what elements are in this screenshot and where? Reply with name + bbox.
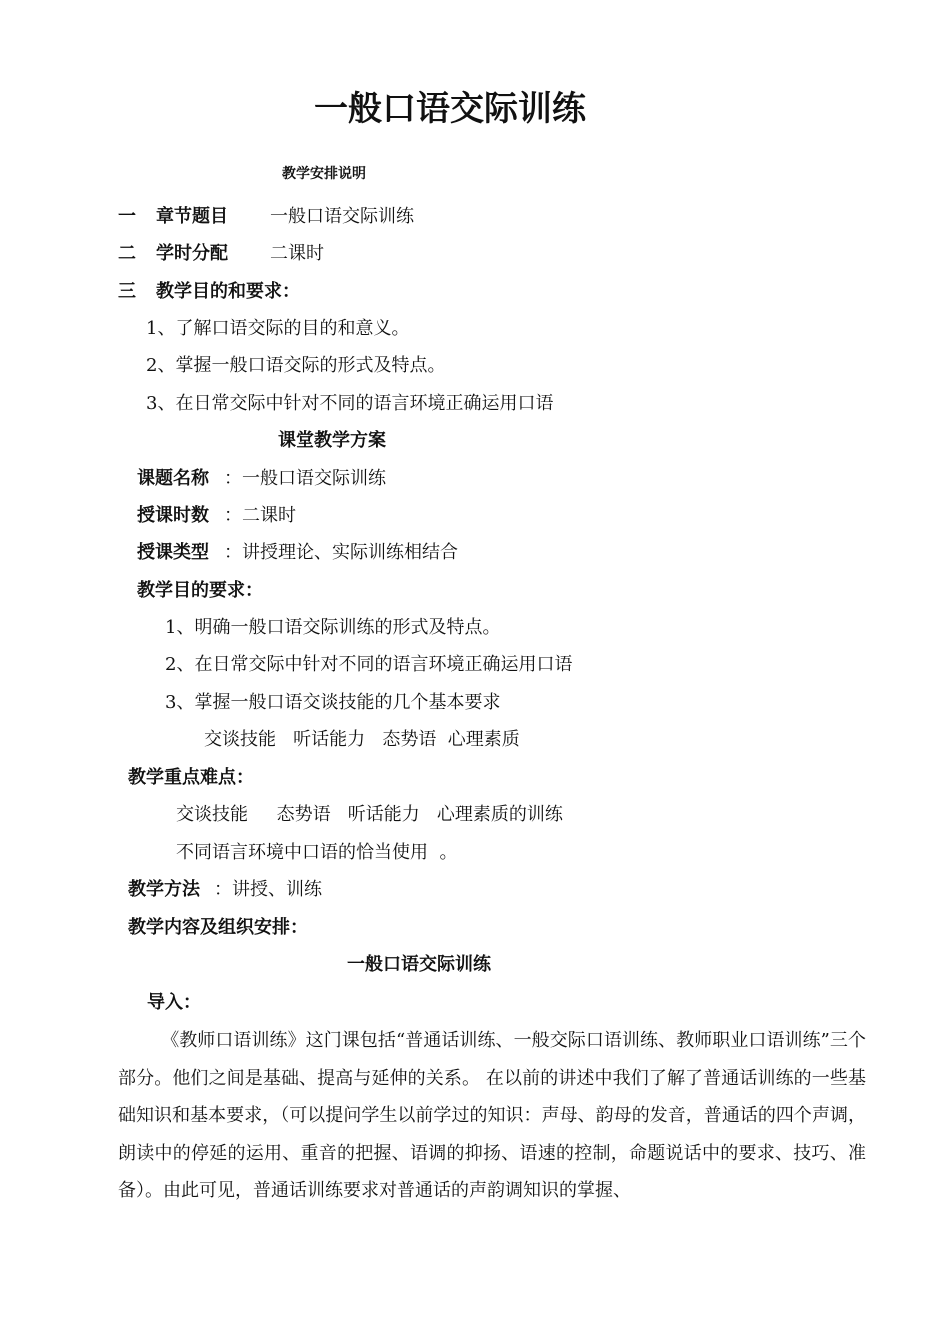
hours-value: ：二课时 bbox=[224, 505, 296, 526]
type-label: 授课类型 bbox=[137, 542, 209, 563]
section-3-number: 三 bbox=[118, 281, 136, 302]
key-points-line: 交谈技能 态势语 听话能力 心理素质的训练 bbox=[176, 804, 563, 825]
key-points-line: 不同语言环境中口语的恰当使用 。 bbox=[176, 842, 458, 863]
goal-item: 1、了解口语交际的目的和意义。 bbox=[146, 318, 410, 339]
plan-title: 课堂教学方案 bbox=[278, 430, 386, 451]
type-value: ：讲授理论、实际训练相结合 bbox=[224, 542, 458, 563]
section-1-label: 章节题目 bbox=[156, 206, 228, 227]
topic-value: ：一般口语交际训练 bbox=[224, 468, 386, 489]
goal-item: 2、掌握一般口语交际的形式及特点。 bbox=[146, 355, 446, 376]
requirement-item: 2、在日常交际中针对不同的语言环境正确运用口语 bbox=[165, 654, 573, 675]
section-2-number: 二 bbox=[118, 243, 136, 264]
section-1-number: 一 bbox=[118, 206, 136, 227]
section-2-label: 学时分配 bbox=[156, 243, 228, 264]
section-1-value: 一般口语交际训练 bbox=[270, 206, 414, 227]
intro-paragraph: 《教师口语训练》这门课包括“普通话训练、一般交际口语训练、教师职业口语训练”三个部分。他们之间是基础、提高与延伸的关系。 在以前的讲述中我们了解了普通话训练的一些基础知识和基本要求，（可以提问学生以前学过的知识：声母、韵母的发音，普通话的四个声调，朗读中的停延的运用、重音的把握、语调的抑扬、语速的控制，命题说话中的要求、技巧、准备）。由此可见，普通话训练要求对普通话的声韵调知识的掌握、 bbox=[118, 1030, 866, 1201]
requirement-item: 1、明确一般口语交际训练的形式及特点。 bbox=[165, 617, 501, 638]
key-points-label: 教学重点难点： bbox=[128, 767, 254, 788]
section-title: 一般口语交际训练 bbox=[347, 954, 491, 975]
skills-line: 交谈技能 听话能力 态势语 心理素质 bbox=[204, 729, 520, 750]
intro-label: 导入： bbox=[147, 992, 201, 1013]
topic-label: 课题名称 bbox=[137, 468, 209, 489]
method-value: ：讲授、训练 bbox=[214, 879, 322, 900]
section-3-label: 教学目的和要求： bbox=[156, 281, 300, 302]
goal-item: 3、在日常交际中针对不同的语言环境正确运用口语 bbox=[146, 393, 554, 414]
method-label: 教学方法 bbox=[128, 879, 200, 900]
content-label: 教学内容及组织安排： bbox=[128, 917, 308, 938]
document-title: 一般口语交际训练 bbox=[314, 89, 586, 129]
section-2-value: 二课时 bbox=[270, 243, 324, 264]
requirement-item: 3、掌握一般口语交谈技能的几个基本要求 bbox=[165, 692, 501, 713]
subtitle: 教学安排说明 bbox=[282, 166, 366, 182]
requirements-label: 教学目的要求： bbox=[137, 580, 263, 601]
hours-label: 授课时数 bbox=[137, 505, 209, 526]
